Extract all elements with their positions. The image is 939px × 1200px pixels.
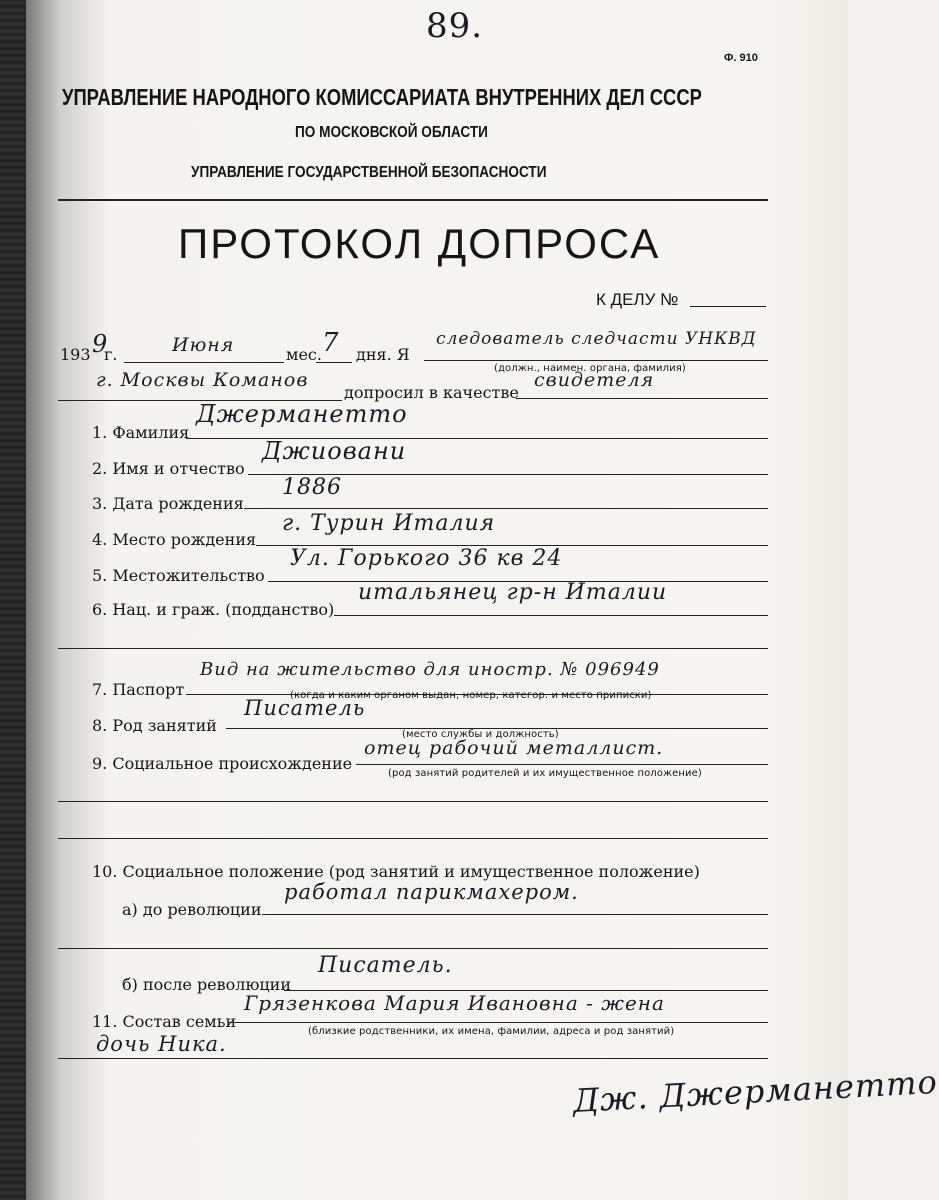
- family-extra-line: [58, 1058, 768, 1059]
- origin-value: отец рабочий металлист.: [364, 737, 664, 759]
- birth-date-label: 3. Дата рождения: [92, 494, 244, 513]
- passport-value: Вид на жительство для иностр. № 096949: [200, 659, 660, 680]
- family-label: 11. Состав семьи: [92, 1012, 237, 1031]
- officer-line: [424, 360, 768, 361]
- residence-value: Ул. Горького 36 кв 24: [290, 546, 563, 571]
- birth-place-value: г. Турин Италия: [282, 511, 496, 536]
- family-line: [228, 1022, 768, 1023]
- capacity-line: [516, 398, 768, 399]
- birth-place-label: 4. Место рождения: [92, 530, 257, 549]
- day-value: 7: [322, 328, 340, 358]
- questioned-label: допросил в качестве: [344, 383, 519, 402]
- year-label: г.: [104, 345, 118, 364]
- origin-label: 9. Социальное происхождение: [92, 754, 353, 773]
- social-extra-line: [58, 948, 768, 949]
- header-line-1: УПРАВЛЕНИЕ НАРОДНОГО КОМИССАРИАТА ВНУТРЕННИХ ДЕЛ СССР: [62, 84, 702, 110]
- signature: Дж. Джерманетто: [572, 1062, 939, 1120]
- name-value: Джиовани: [262, 437, 407, 465]
- family-caption: (близкие родственники, их имена, фамилии, адреса и род занятий): [308, 1026, 675, 1037]
- origin-caption: (род занятий родителей и их имущественное положение): [388, 768, 702, 779]
- occupation-value: Писатель: [244, 696, 366, 720]
- nationality-label: 6. Нац. и граж. (подданство): [92, 600, 335, 619]
- officer-continuation: г. Москвы Команов: [96, 369, 309, 391]
- page-title: ПРОТОКОЛ ДОПРОСА: [178, 220, 661, 267]
- occupation-caption: (место службы и должность): [402, 729, 559, 740]
- archive-number: 89.: [426, 6, 484, 46]
- occupation-label: 8. Род занятий: [92, 716, 217, 735]
- day-label: дня. Я: [356, 345, 410, 364]
- header-rule: [58, 199, 768, 201]
- social-after-value: Писатель.: [318, 953, 453, 978]
- form-number: Ф. 910: [724, 52, 758, 64]
- nationality-value: итальянец гр-н Италии: [358, 580, 668, 605]
- social-label: 10. Социальное положение (род занятий и имущественное положение): [92, 862, 700, 881]
- birth-date-line: [244, 508, 768, 509]
- residence-label: 5. Местожительство: [92, 566, 265, 585]
- origin-extra-line-1: [58, 801, 768, 802]
- year-prefix: 193: [60, 345, 91, 364]
- year-suffix: 9: [92, 330, 109, 358]
- surname-value: Джерманетто: [196, 400, 408, 428]
- origin-line: [356, 764, 768, 765]
- nationality-extra-line: [58, 648, 768, 649]
- case-number-line: [690, 306, 766, 307]
- nationality-line: [334, 615, 768, 616]
- day-line: [316, 362, 352, 363]
- social-before-value: работал парикмахером.: [284, 880, 579, 904]
- month-label: мес.: [286, 345, 322, 364]
- passport-caption: (когда и каким органом выдан, номер, категор. и место приписки): [290, 690, 652, 701]
- binding-edge: [0, 0, 26, 1200]
- name-label: 2. Имя и отчество: [92, 459, 245, 478]
- birth-date-value: 1886: [282, 475, 342, 500]
- officer-value: следователь следчасти УНКВД: [436, 329, 757, 349]
- family-value: Грязенкова Мария Ивановна - жена: [244, 991, 665, 1015]
- header-line-3: УПРАВЛЕНИЕ ГОСУДАРСТВЕННОЙ БЕЗОПАСНОСТИ: [191, 164, 547, 181]
- capacity-value: свидетеля: [534, 369, 655, 391]
- header-line-2: ПО МОСКОВСКОЙ ОБЛАСТИ: [295, 124, 488, 141]
- social-after-label: б) после революции: [122, 975, 291, 994]
- month-line: [124, 362, 284, 363]
- social-before-label: а) до революции: [122, 900, 262, 919]
- case-number-label: К ДЕЛУ №: [596, 290, 679, 309]
- social-before-line: [262, 914, 768, 915]
- month-value: Июня: [172, 334, 235, 356]
- origin-extra-line-2: [58, 838, 768, 839]
- surname-label: 1. Фамилия: [92, 423, 190, 442]
- officer-caption: (должн., наимен. органа, фамилия): [494, 363, 686, 374]
- passport-label: 7. Паспорт: [92, 680, 185, 699]
- family-continuation: дочь Ника.: [96, 1032, 227, 1056]
